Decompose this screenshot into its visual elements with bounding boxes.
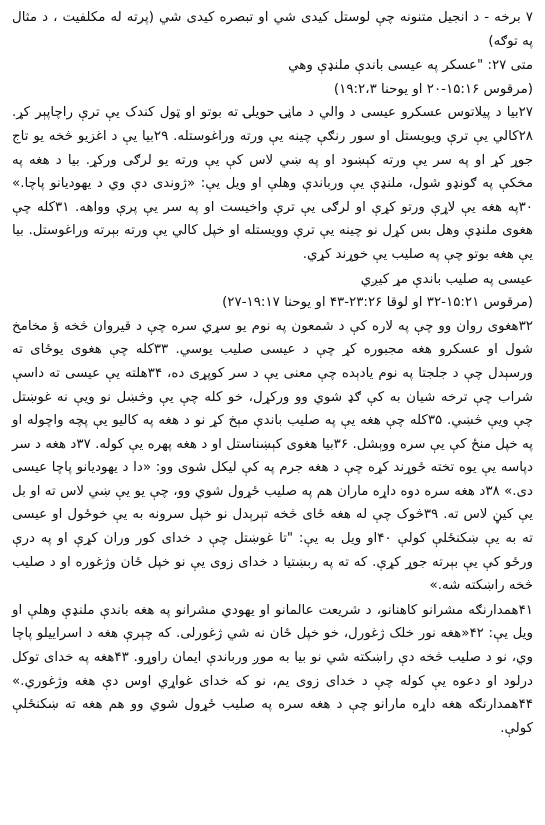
section-heading-mocking: متی ۲۷: "عسکر په عیسی باندې ملنډې وهي bbox=[288, 58, 533, 74]
scripture-paragraph-32-40: ۳۲هغوی روان وو چې په لاره کې د شمعون په نوم یو سړي سره چې د قیروان څخه ؤ مخامخ شول او عسکرو هغه مجبوره کړ چې د عیسی صلیب یوسي. ۳۳کله چې هغوی یوځای ته ورسېدل چې د جلجتا په نوم یادېده چې معنی یې د سر کوپړی ده، ۳۴هلته یې عیسی ته داسې شراب چې ترخه شیان به کې ګډ شوي وو ورکړل، خو کله چې یې وڅښل نو ویې نه غوښتل چې ویې څښي. ۳۵کله چې هغه یې په صلیب باندې مېخ کړ نو د هغه په کالیو یې پچه واچوله او په خپل منځ کې یې سره ووېشل. ۳۶بیا هغوی کېښناستل او د هغه پهره یې کوله. ۳۷د هغه د سر دپاسه یې یوه تخته ځوړند کړه چې د هغه جرم په کې لیکل شوی وو: «دا د یهودیانو پاچا عیسی دی.» ۳۸د هغه سره دوه داړه ماران هم په صلیب ځړول شوي وو، چې یو یې ښي لاس ته او بل یې کیڼ لاس ته. ۳۹څوک چې له هغه ځای څخه تېرېدل نو خپل سرونه به یې خوځول او عیسی ته به یې ښکنځلې کولې ۴۰او ویل به یې: "تا غوښتل چې د خدای کور وران کړې او په درې ورځو کې یې بېرته جوړ کړې. که ته په ربښتیا د خدای زوی یې نو خپل ځان وژغوره او د صلیب څخه راښکته شه.» bbox=[12, 318, 533, 594]
scripture-paragraph-41-44: ۴۱همدارنګه مشرانو کاهنانو، د شریعت عالمانو او یهودي مشرانو په هغه باندې ملنډې وهلې او ویل یې: ۴۲«هغه نور خلک ژغورل، خو خپل ځان نه شي ژغورلی. که چېرې هغه د اسراییلو پاچا وي، نو د صلیب څخه دې راښکته شي نو بیا به موږ ورباندې ایمان راوړو. ۴۳هغه په خدای توکل درلود او دعوه یې کوله چې د خدای زوی یم، نو که خدای غواړي اوس دې هغه وژغوري.» ۴۴همدارنګه هغه داړه مارانو چې د هغه سره په صلیب ځړول شوي وو هم هغه ته ښکنځلې کولې. bbox=[12, 602, 534, 736]
scripture-paragraph-27-31: ۲۷بیا د پیلاتوس عسکرو عیسی د والي د ماڼۍ حویلۍ ته بوتو او ټول کندک یې ترې راچاپېر کړ. ۲۸کالي یې ترې ویویستل او سور رنګې چینه یې ورته وراغوستله. ۲۹بیا یې د اغزیو څخه یو تاج جوړ کړ او په سر یې ورته کېښود او په ښي لاس کې یې ورته یو لرګی ورکړ. بیا د هغه په مخکې په ګونډو شول، ملنډې یې ورباندې وهلې او ویل یې: «ژوندی دې وي د یهودیانو پاچا.» ۳۰په هغه یې لاړې ورتو کړې او لرګی یې ترې واخیست او په سر یې پرې وواهه. ۳۱کله چې هغوی ملنډې وهل بس کړل نو چینه یې ترې وویستله او خپل کالي یې ورته بېرته وراغوستل. بیا یې هغه بوتو چې په صلیب یې خوړند کړي. bbox=[12, 105, 533, 262]
parallel-references-mocking: (مرقوس ۱۵:۱۶-۲۰ او يوحنا ۱۹:۲،۳) bbox=[333, 81, 533, 97]
section-heading-crucifixion: عیسی په صلیب باندې مړ کیږي bbox=[360, 271, 533, 287]
intro-note: ٧ برخه - د انجيل متنونه چې لوستل کيدى شي او تبصره کيدى شي (پرته له مکلفيت ، د مثال په توګه) bbox=[12, 10, 533, 49]
parallel-references-crucifixion: (مرقوس ۱۵:۲۱-۳۲ او لوقا ۲۳:۲۶-۴۳ او يوحنا ۱۹:۱۷-۲۷) bbox=[222, 295, 533, 311]
